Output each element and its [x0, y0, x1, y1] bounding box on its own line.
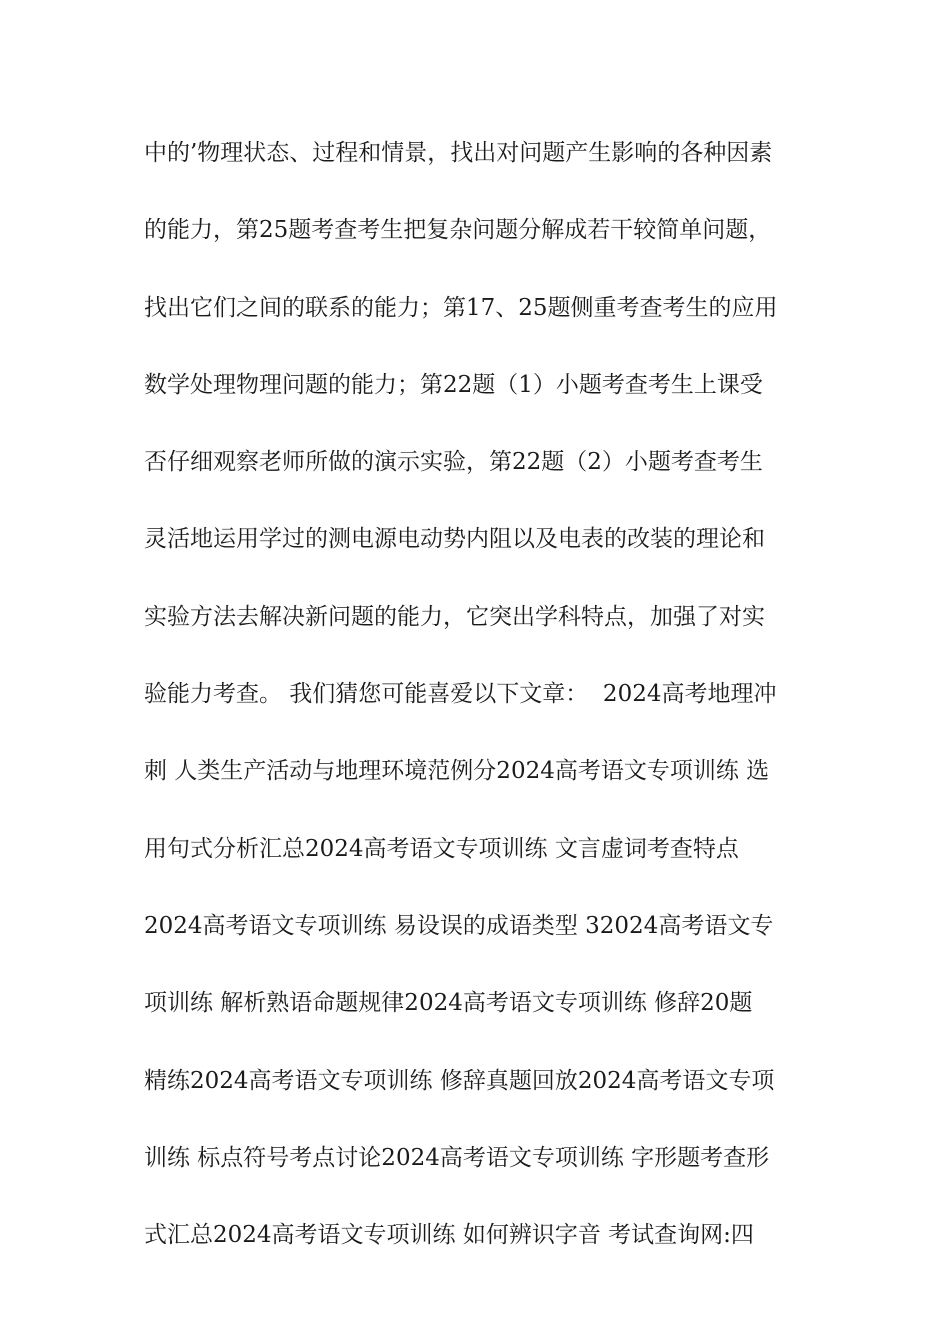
text-line-2: 的能力，第25题考查考生把复杂问题分解成若干较简单问题，: [144, 217, 772, 244]
text-line-5: 否仔细观察老师所做的演示实验，第22题（2）小题考查考生: [144, 449, 763, 476]
text-line-12: 项训练 解析熟语命题规律2024高考语文专项训练 修辞20题: [144, 990, 753, 1017]
text-line-8: 验能力考查。 我们猜您可能喜爱以下文章： 2024高考地理冲: [144, 681, 777, 708]
text-line-13: 精练2024高考语文专项训练 修辞真题回放2024高考语文专项: [144, 1067, 775, 1094]
text-line-14: 训练 标点符号考点讨论2024高考语文专项训练 字形题考查形: [144, 1144, 770, 1171]
text-line-11: 2024高考语文专项训练 易设误的成语类型 32024高考语文专: [144, 912, 774, 939]
text-line-3: 找出它们之间的联系的能力；第17、25题侧重考查考生的应用: [144, 294, 778, 321]
text-line-1: 中的’物理状态、过程和情景，找出对问题产生影响的各种因素: [144, 140, 773, 166]
text-line-15: 式汇总2024高考语文专项训练 如何辨识字音 考试查询网:四: [144, 1222, 754, 1249]
body-text: [144, 125, 814, 1284]
text-line-10: 用句式分析汇总2024高考语文专项训练 文言虚词考查特点: [144, 835, 739, 862]
text-line-9: 刺 人类生产活动与地理环境范例分2024高考语文专项训练 选: [144, 758, 770, 785]
text-line-6: 灵活地运用学过的测电源电动势内阻以及电表的改装的理论和: [144, 526, 765, 553]
text-line-4: 数学处理物理问题的能力；第22题（1）小题考查考生上课受: [144, 371, 763, 398]
text-line-7: 实验方法去解决新问题的能力，它突出学科特点，加强了对实: [144, 603, 765, 630]
